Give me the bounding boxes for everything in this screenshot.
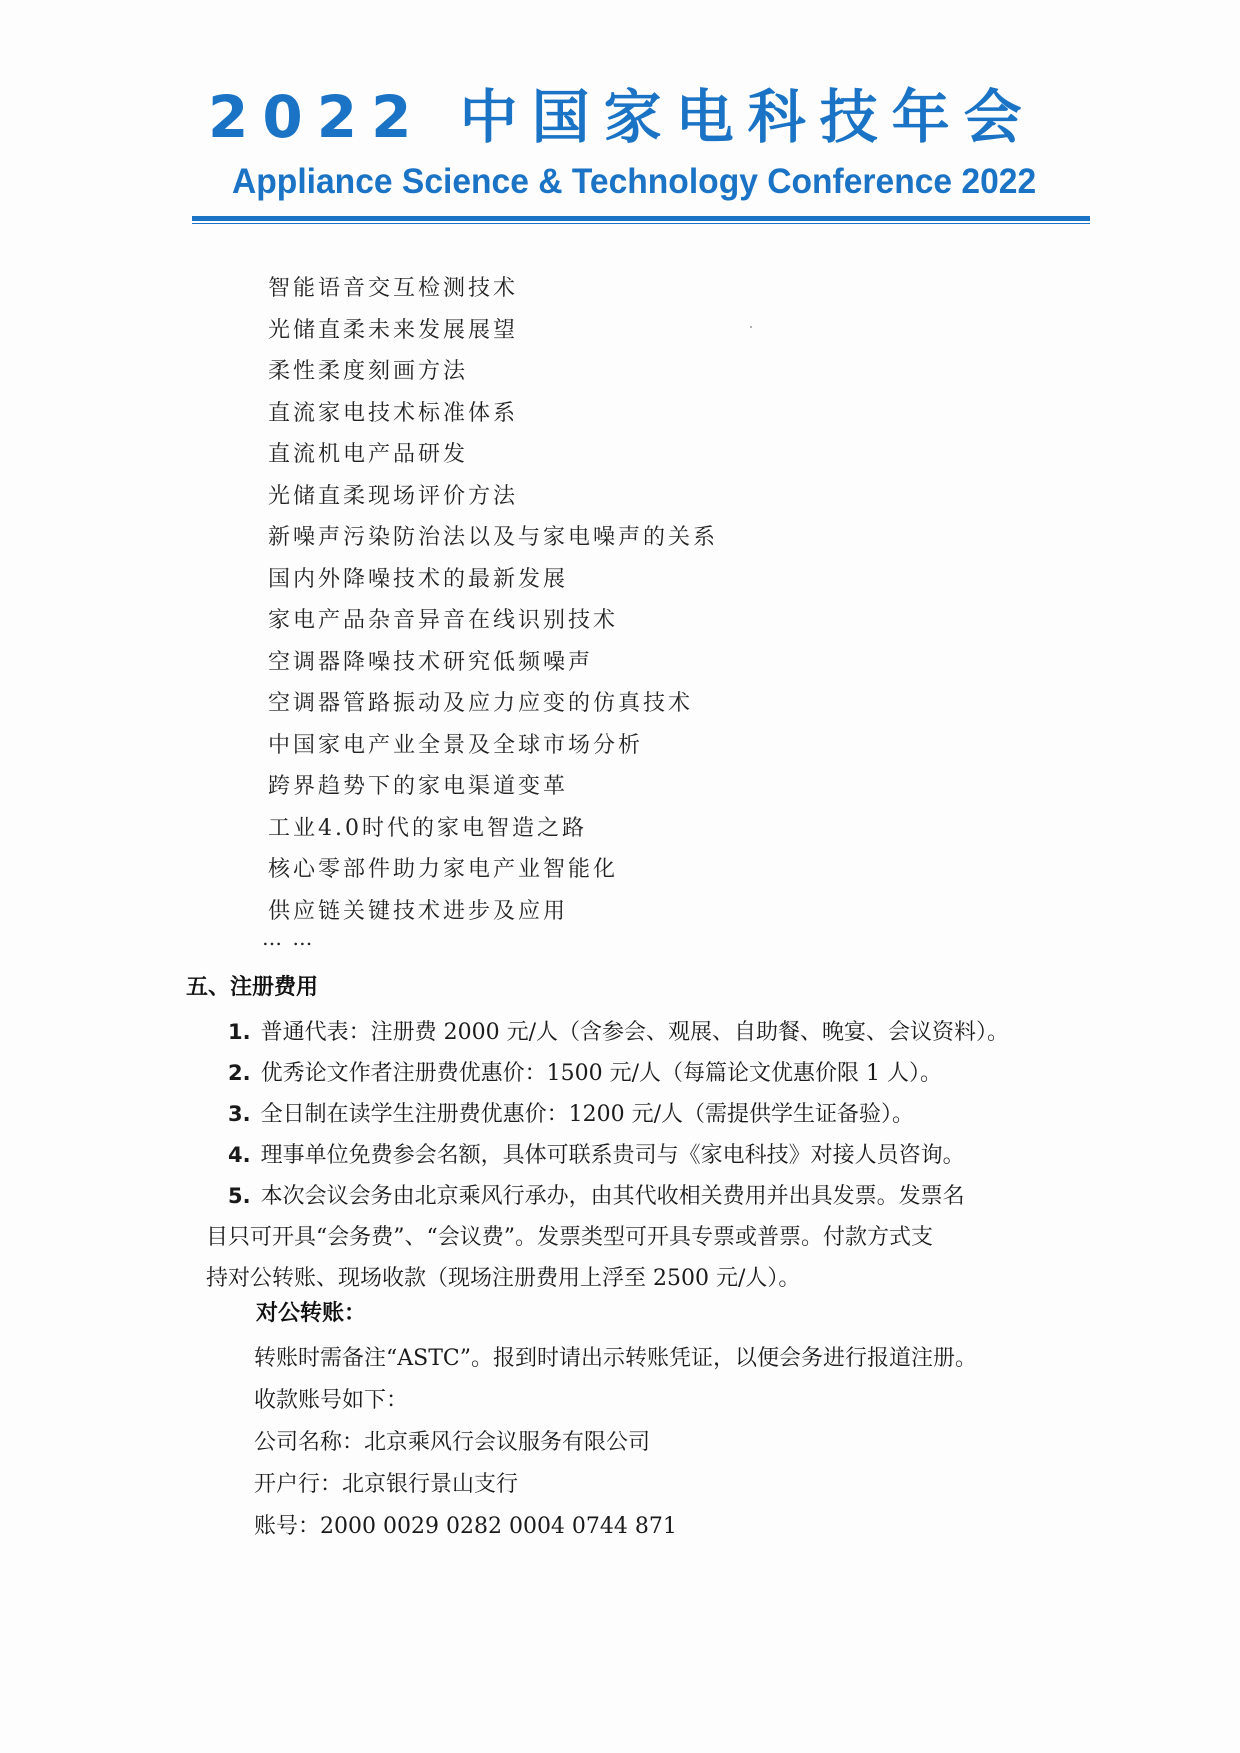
header-divider-thin (192, 223, 1090, 224)
topic-item: 智能语音交互检测技术 (268, 276, 519, 301)
bank-transfer-heading: 对公转账： (256, 1301, 367, 1326)
topic-item: 光储直柔未来发展展望 (268, 317, 519, 343)
fee-item-invoice (206, 1176, 1088, 1299)
fee-item-text: 理事单位免费参会名额，具体可联系贵司与《家电科技》对接人员咨询。 (260, 1143, 965, 1168)
fee-item (228, 1053, 1088, 1094)
fee-item (228, 1135, 1088, 1176)
fee-item-number: 3. (228, 1102, 251, 1126)
topic-item: 核心零部件助力家电产业智能化 (268, 857, 619, 882)
topic-item: 供应链关键技术进步及应用 (268, 898, 569, 924)
invoice-text-3: 持对公转账、现场收款（现场注册费用上浮至 2500 元/人）。 (206, 1266, 801, 1291)
topic-item: 空调器管路振动及应力应变的仿真技术 (268, 691, 694, 716)
company-name: 公司名称：北京乘风行会议服务有限公司 (254, 1430, 651, 1455)
topic-item: 工业4.0时代的家电智造之路 (268, 815, 587, 841)
invoice-text-1: 本次会议会务由北京乘风行承办，由其代收相关费用并出具发票。发票名 (260, 1184, 965, 1209)
topic-item: 直流家电技术标准体系 (268, 400, 519, 426)
topic-item: 中国家电产业全景及全球市场分析 (268, 732, 644, 758)
fee-item-number: 5. (228, 1184, 251, 1208)
fee-item-text: 全日制在读学生注册费优惠价：1200 元/人（需提供学生证备验）。 (260, 1102, 914, 1127)
topic-item: 国内外降噪技术的最新发展 (268, 566, 569, 592)
section-heading-registration-fee: 五、注册费用 (186, 975, 319, 1000)
fee-list (228, 1012, 1088, 1176)
topic-item: 新噪声污染防治法以及与家电噪声的关系 (268, 525, 719, 550)
topic-item: 家电产品杂音异音在线识别技术 (268, 608, 619, 633)
fee-item-text: 普通代表：注册费 2000 元/人（含参会、观展、自助餐、晚宴、会议资料）。 (260, 1020, 1009, 1045)
fee-item-number: 2. (228, 1061, 251, 1085)
conference-title-en: Appliance Science & Technology Conference 2022 (232, 162, 1037, 201)
fee-item-text: 优秀论文作者注册费优惠价：1500 元/人（每篇论文优惠价限 1 人）。 (260, 1061, 942, 1086)
topic-item: 直流机电产品研发 (268, 442, 469, 467)
transfer-note: 转账时需备注“ASTC”。报到时请出示转账凭证，以便会务进行报道注册。 (254, 1346, 977, 1371)
topic-item: 空调器降噪技术研究低频噪声 (268, 649, 594, 675)
topic-item: 光储直柔现场评价方法 (268, 483, 519, 509)
topics-ellipsis: … … (262, 926, 315, 950)
invoice-text-2: 目只可开具“会务费”、“会议费”。发票类型可开具专票或普票。付款方式支 (206, 1225, 933, 1250)
fee-item (228, 1094, 1088, 1135)
fee-item (228, 1012, 1088, 1053)
fee-item-number: 4. (228, 1143, 251, 1167)
header-divider (192, 216, 1090, 221)
bank-transfer-details (254, 1338, 1094, 1548)
invoice-line-1 (228, 1176, 1088, 1217)
fee-item-number: 1. (228, 1020, 251, 1044)
topic-list (268, 268, 718, 932)
conference-title-cn: 2022 中国家电科技年会 (208, 83, 1036, 151)
account-intro: 收款账号如下： (254, 1388, 409, 1413)
topic-item: 柔性柔度刻画方法 (268, 359, 469, 384)
bank-name: 开户行：北京银行景山支行 (254, 1472, 519, 1497)
topic-item: 跨界趋势下的家电渠道变革 (268, 774, 569, 799)
scan-speck (750, 326, 752, 328)
account-number: 账号：2000 0029 0282 0004 0744 871 (254, 1514, 677, 1539)
